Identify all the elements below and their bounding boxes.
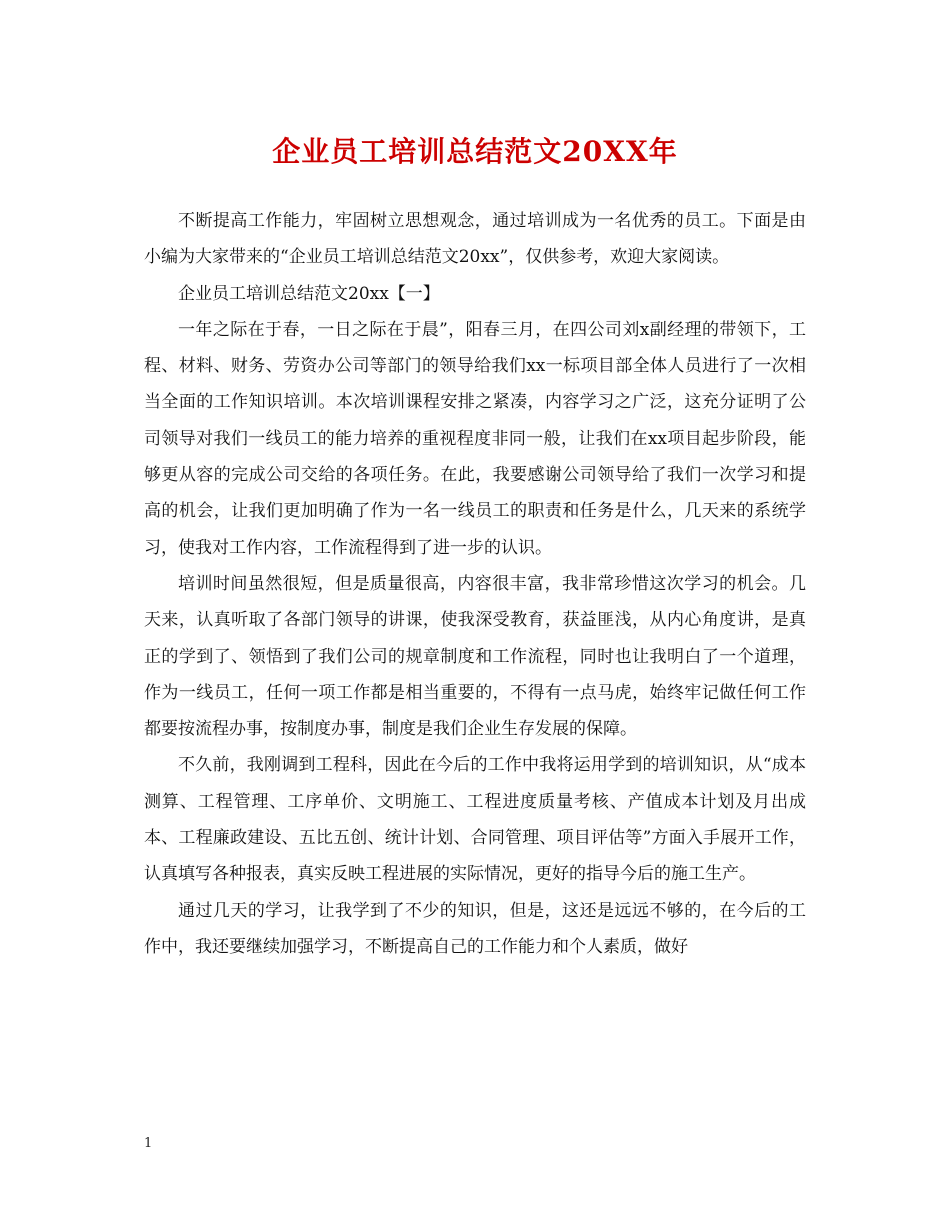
page-number: 1 [144,1136,153,1151]
body-paragraph: 培训时间虽然很短，但是质量很高，内容很丰富，我非常珍惜这次学习的机会。几天来，认真听取了各部门领导的讲课，使我深受教育，获益匪浅，从内心角度讲，是真正的学到了、领悟到了我们公司的规章制度和工作流程，同时也让我明白了一个道理，作为一线员工，任何一项工作都是相当重要的，不得有一点马虎，始终牢记做任何工作都要按流程办事，按制度办事，制度是我们企业生存发展的保障。 [144,573,806,740]
body-paragraph: 通过几天的学习，让我学到了不少的知识，但是，这还是远远不够的，在今后的工作中，我还要继续加强学习，不断提高自己的工作能力和个人素质，做好 [144,900,806,957]
intro-paragraph: 不断提高工作能力，牢固树立思想观念，通过培训成为一名优秀的员工。下面是由小编为大家带来的“企业员工培训总结范文20xx”，仅供参考，欢迎大家阅读。 [144,211,806,268]
section-heading: 企业员工培训总结范文20xx【一】 [178,283,440,304]
body-paragraph: 一年之际在于春，一日之际在于晨”，阳春三月，在四公司刘x副经理的带领下，工程、材料、财务、劳资办公司等部门的领导给我们xx一标项目部全体人员进行了一次相当全面的工作知识培训。本次培训课程安排之紧凑，内容学习之广泛，这充分证明了公司领导对我们一线员工的能力培养的重视程度非同一般，让我们在xx项目起步阶段，能够更从容的完成公司交给的各项任务。在此，我要感谢公司领导给了我们一次学习和提高的机会，让我们更加明确了作为一名一线员工的职责和任务是什么，几天来的系统学习，使我对工作内容，工作流程得到了进一步的认识。 [144,319,806,558]
body-paragraph: 不久前，我刚调到工程科，因此在今后的工作中我将运用学到的培训知识，从“成本测算、工程管理、工序单价、文明施工、工程进度质量考核、产值成本计划及月出成本、工程廉政建设、五比五创、统计计划、合同管理、项目评估等”方面入手展开工作，认真填写各种报表，真实反映工程进展的实际情况，更好的指导今后的施工生产。 [144,755,806,885]
document-body [144,203,806,965]
page-title: 企业员工培训总结范文20XX年 [272,135,678,168]
